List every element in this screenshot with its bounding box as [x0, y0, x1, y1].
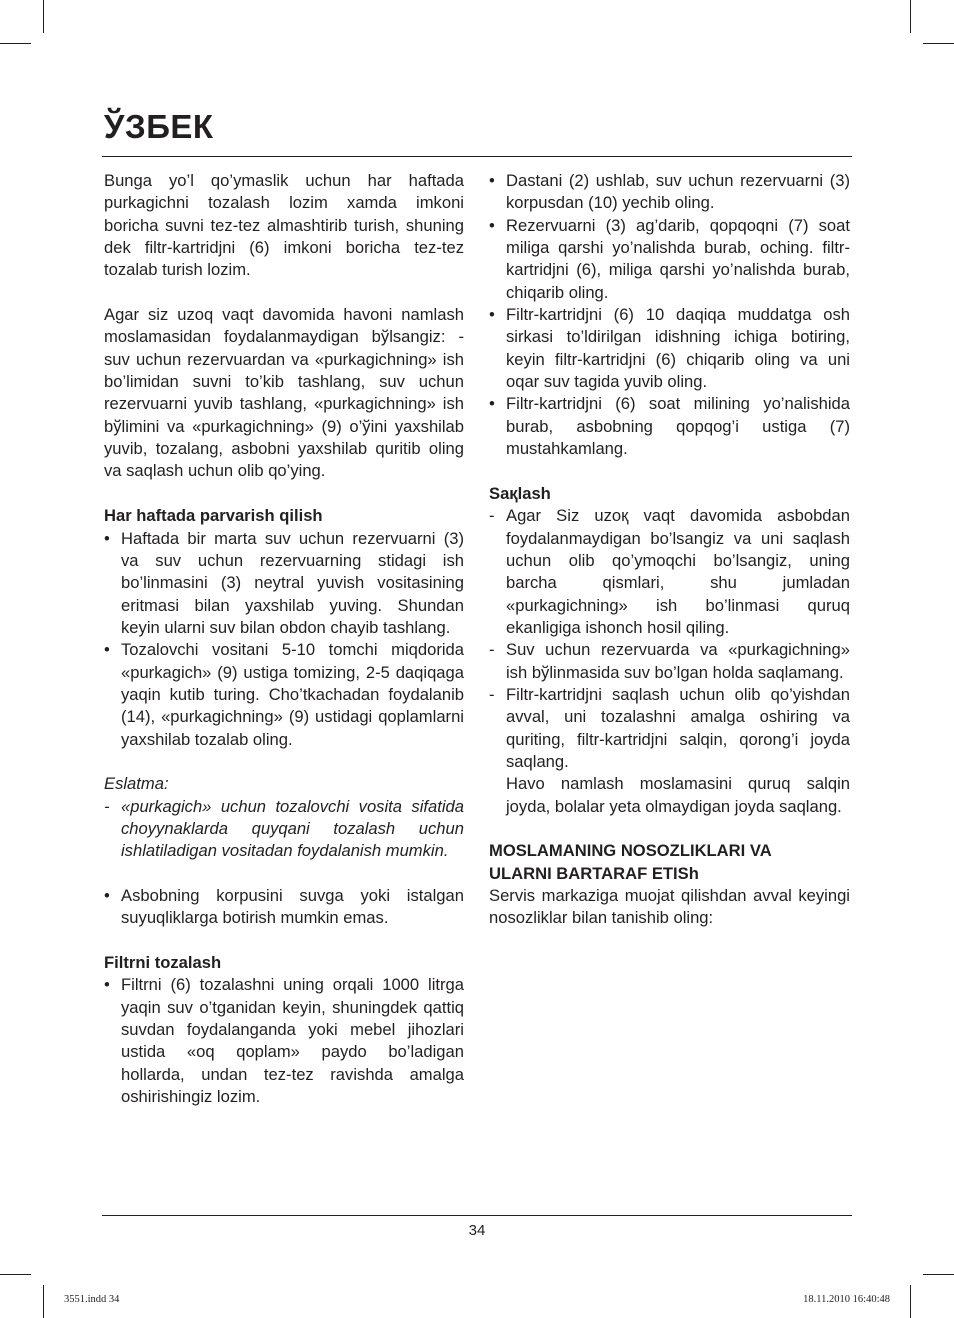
filter-cleaning-list: [104, 974, 464, 1108]
weekly-care-heading: Har haftada parvarish qilish: [104, 506, 323, 526]
list-item: - Suv uchun rezervuarda va «purkagichning» ish bўlinmasida suv bo’lgan holda saqlamang.: [489, 640, 850, 682]
footer-rule: [102, 1215, 852, 1216]
crop-mark: [43, 0, 44, 33]
storage-heading: Saқlash: [489, 483, 551, 503]
warning-list: [104, 885, 464, 930]
troubleshooting-paragraph: Servis markaziga muojat qilishdan avval keyingi nosozliklar bilan tanishib oling:: [489, 886, 850, 928]
list-item: • Filtr-kartridjni (6) soat milining yo’nalishida burab, asbobning qopqog’i ustiga (7) mustahkamlang.: [489, 394, 850, 459]
list-item: • Rezervuarni (3) ag’darib, qopqoqni (7) soat miliga qarshi yo’nalishda burab, oching. filtr-kartridjni (6), miliga qarshi yo’nalishda burab, chiqarib oling.: [489, 215, 850, 302]
weekly-care-list: [104, 528, 464, 751]
bullet-mark: •: [104, 640, 110, 660]
crop-mark: [0, 43, 31, 44]
long-term-paragraph: Agar siz uzoq vaqt davomida havoni namlash moslamasidan foydalanmaydigan bўlsangiz: - suv uchun rezervuardan va «purkagichning» ish bo’limidan suvni to’kib tashlang, suv uchun rezervuarni yuvib tashlang, «purkagichning» ish bўlimini va «purkagichning» (9) o’ўini yaxshilab yuvib, tozalang, asbobni yaxshilab quritib oling va saqlash uchun olib qo’ying.: [104, 305, 464, 481]
slug-file-info: 3551.indd 34: [64, 1294, 120, 1305]
right-column: [489, 170, 850, 930]
crop-mark: [923, 43, 954, 44]
crop-mark: [910, 1285, 911, 1318]
crop-mark: [43, 1285, 44, 1318]
list-item: • Tozalovchi vositani 5-10 tomchi miqdorida «purkagich» (9) ustiga tomizing, 2-5 daqiqaga yaqin kutib turing. Cho’tkachadan foydalanib (14), «purkagichning» (9) ustidagi qoplamlarni yaxshilab tozalab oling.: [104, 640, 464, 749]
slug-timestamp: 18.11.2010 16:40:48: [803, 1294, 890, 1305]
dash-mark: -: [489, 684, 495, 704]
filter-steps-list: [489, 170, 850, 460]
list-item: • Haftada bir marta suv uchun rezervuarni (3) va suv uchun rezervuarning stidagi ish bo’linmasini (3) neytral yuvish vositasining eritmasi bilan yaxshilab yuving. Shundan keyin ularni suv bilan obdon chayib tashlang.: [104, 528, 464, 637]
bullet-mark: •: [104, 975, 110, 995]
dash-mark: -: [489, 506, 495, 526]
bullet-mark: •: [104, 886, 110, 905]
crop-mark: [910, 0, 911, 33]
bullet-mark: •: [104, 528, 110, 548]
bullet-mark: •: [489, 394, 495, 414]
page-number: 34: [468, 1222, 486, 1239]
dash-mark: -: [489, 640, 495, 660]
crop-mark: [0, 1274, 31, 1275]
list-item: • Asbobning korpusini suvga yoki istalgan suyuqliklarga botirish mumkin emas.: [104, 886, 464, 928]
note-label: Eslatma:: [104, 774, 169, 794]
dash-mark: -: [104, 796, 110, 816]
bullet-mark: •: [489, 215, 495, 235]
title-rule: [102, 156, 852, 157]
intro-paragraph: Bunga yo’l qo’ymaslik uchun har haftada purkagichni tozalash lozim xamda imkoni boricha suvni tez-tez almashtirib turish, shuning dek filtr-kartridjni (6) imkoni boricha tez-tez tozalab turish lozim.: [104, 171, 464, 280]
page-title: ЎЗБЕК: [104, 108, 214, 145]
left-column: [104, 170, 464, 1108]
list-item: • Filtrni (6) tozalashni uning orqali 1000 litrga yaqin suv o’tganidan keyin, shuningdek qattiq suvdan foydalanganda yoki mebel jihozlari ustida «oq qoplam» paydo bo’ladigan hollarda, undan tez-tez ravishda amalga oshirishingiz lozim.: [104, 975, 464, 1107]
bullet-mark: •: [489, 305, 495, 325]
list-item: - Filtr-kartridjni saqlash uchun olib qo’yishdan avval, uni tozalashni amalga oshiring va quriting, filtr-kartridjni salqin, qorong’i joyda saqlang. Havo namlash moslamasini quruq salqin joyda, bolalar yeta olmaydigan joyda saqlang.: [489, 684, 850, 816]
list-item: • Dastani (2) ushlab, suv uchun rezervuarni (3) korpusdan (10) yechib oling.: [489, 171, 850, 213]
troubleshooting-heading-line-2: ULARNI BARTARAF ETISh: [489, 863, 699, 883]
troubleshooting-heading-line-1: MOSLAMANING NOSOZLIKLARI VA: [489, 841, 772, 861]
crop-mark: [923, 1274, 954, 1275]
list-item: - «purkagich» uchun tozalovchi vosita sifatida choyynaklarda quyqani tozalash uchun ishlatiladigan vositadan foydalanish mumkin.: [104, 796, 464, 861]
list-item: • Filtr-kartridjni (6) 10 daqiqa muddatga osh sirkasi to’ldirilgan idishning ichiga botiring, keyin filtr-kartridjni (6) chiqarib oling va uni oqar suv tagida yuvib oling.: [489, 305, 850, 392]
storage-list: [489, 505, 850, 818]
filter-cleaning-heading: Filtrni tozalash: [104, 953, 222, 973]
note-list: [104, 796, 464, 863]
bullet-mark: •: [489, 171, 495, 190]
list-item: - Agar Siz uzoқ vaqt davomida asbobdan foydalanmaydigan bo’lsangiz va uni saqlash uchun olib qo’ymoqchi bo’lsangiz, uning barcha qismlari, shu jumladan «purkagichning» ish bo’linmasi quruq ekanligiga ishonch hosil qiling.: [489, 506, 850, 637]
storage-extra: Havo namlash moslamasini quruq salqin joyda, bolalar yeta olmaydigan joyda saqlang.: [506, 774, 850, 816]
